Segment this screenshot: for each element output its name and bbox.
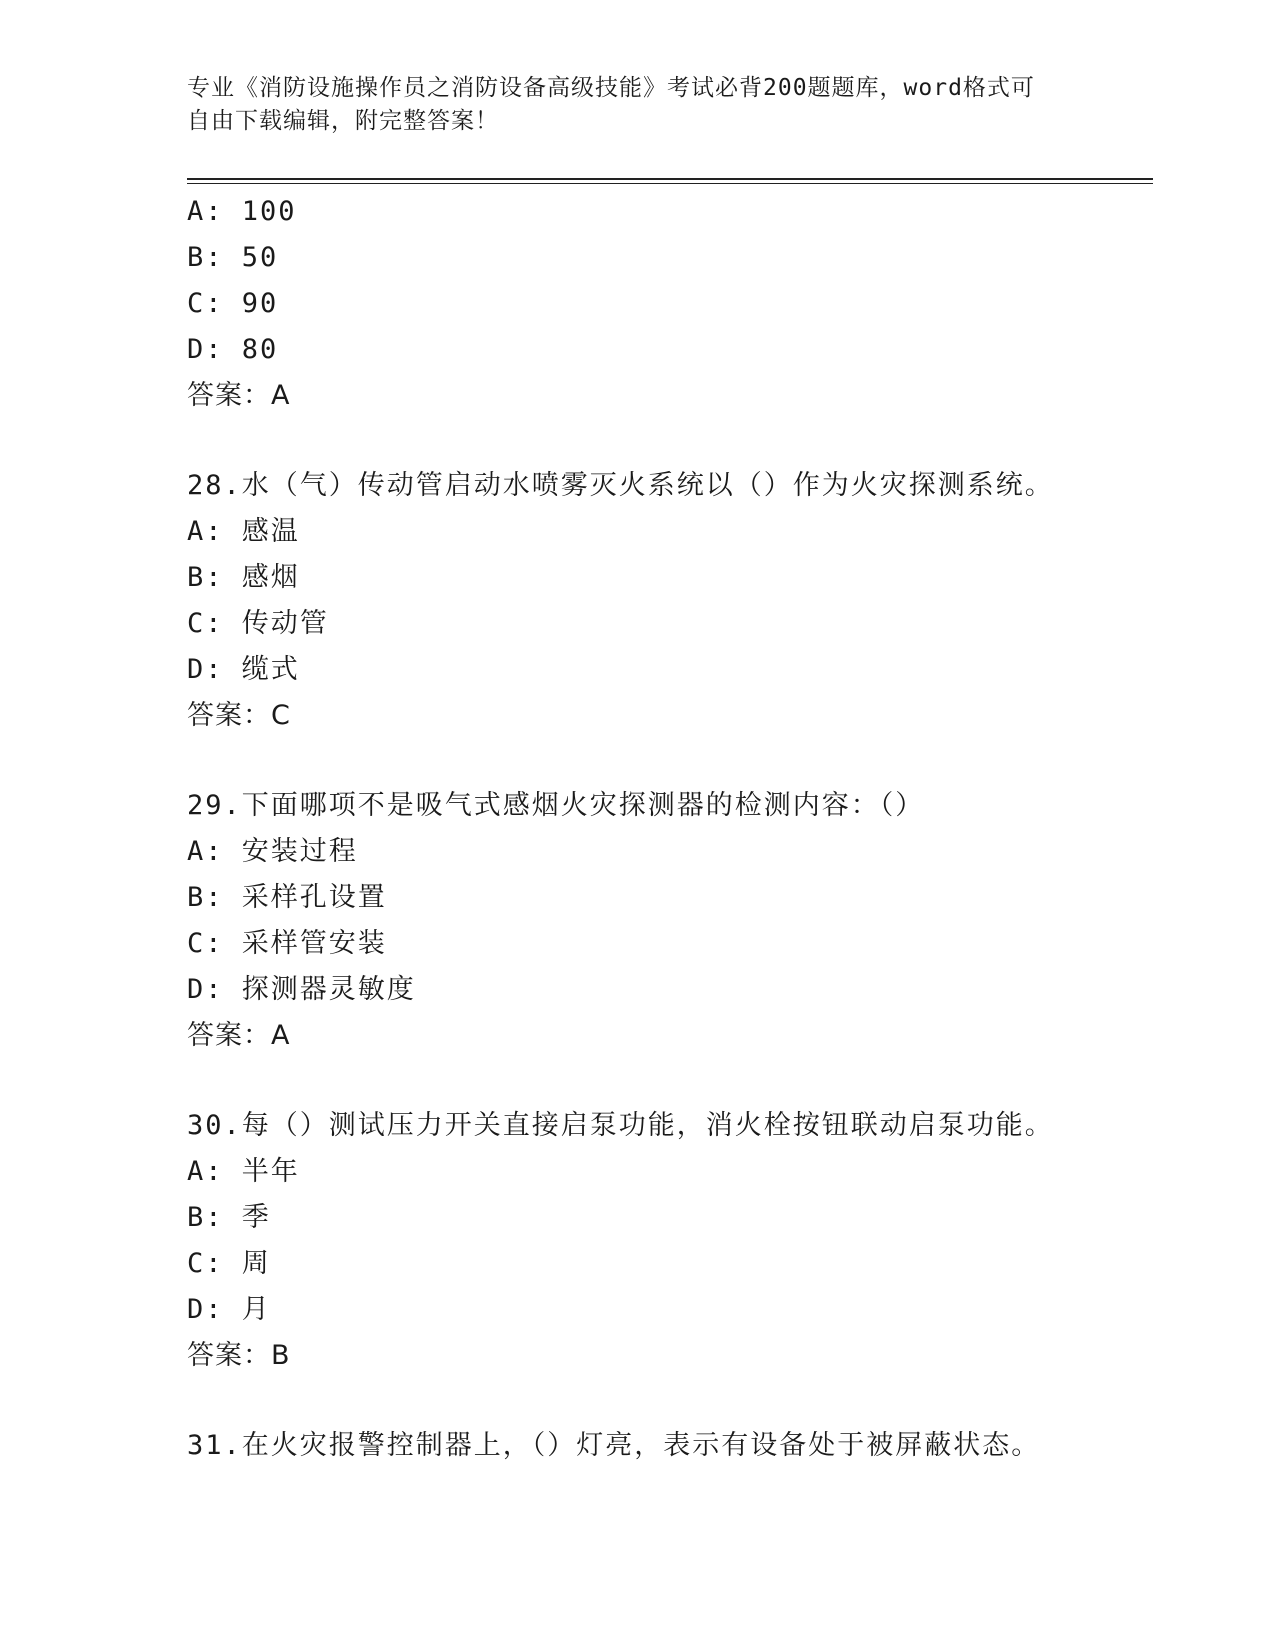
header-divider — [187, 178, 1153, 180]
question-text: 29.下面哪项不是吸气式感烟火灾探测器的检测内容：（） — [187, 790, 925, 821]
question-block — [187, 463, 1147, 739]
option-b: B: 50 — [187, 242, 279, 273]
option-d: D: 缆式 — [187, 654, 300, 685]
option-c: C: 采样管安装 — [187, 928, 387, 959]
answer-line: 答案：B — [187, 1340, 291, 1371]
option-d: D: 月 — [187, 1294, 271, 1325]
question-block — [187, 1103, 1147, 1379]
question-list — [187, 189, 1147, 1469]
option-a: A: 半年 — [187, 1156, 300, 1187]
option-b: B: 季 — [187, 1202, 271, 1233]
option-b: B: 采样孔设置 — [187, 882, 387, 913]
answer-line: 答案：C — [187, 700, 291, 731]
option-d: D: 80 — [187, 334, 279, 365]
spacer — [187, 739, 1147, 783]
option-a: A: 感温 — [187, 516, 300, 547]
spacer — [187, 419, 1147, 463]
header-line-1: 专业《消防设施操作员之消防设备高级技能》考试必背200题题库，word格式可 — [187, 75, 1035, 101]
spacer — [187, 1059, 1147, 1103]
question-text: 28.水（气）传动管启动水喷雾灭火系统以（）作为火灾探测系统。 — [187, 470, 1054, 501]
answer-line: 答案：A — [187, 1020, 291, 1051]
option-c: C: 传动管 — [187, 608, 329, 639]
option-d: D: 探测器灵敏度 — [187, 974, 416, 1005]
question-text: 31.在火灾报警控制器上，（）灯亮，表示有设备处于被屏蔽状态。 — [187, 1430, 1041, 1461]
option-c: C: 周 — [187, 1248, 271, 1279]
option-c: C: 90 — [187, 288, 279, 319]
question-text: 30.每（）测试压力开关直接启泵功能，消火栓按钮联动启泵功能。 — [187, 1110, 1054, 1141]
question-block — [187, 189, 1147, 419]
header-line-2: 自由下载编辑，附完整答案！ — [187, 108, 499, 134]
option-b: B: 感烟 — [187, 562, 300, 593]
document-header — [187, 72, 1067, 138]
option-a: A: 100 — [187, 196, 297, 227]
question-block — [187, 783, 1147, 1059]
answer-line: 答案：A — [187, 380, 291, 411]
option-a: A: 安装过程 — [187, 836, 358, 867]
question-block — [187, 1423, 1147, 1469]
spacer — [187, 1379, 1147, 1423]
